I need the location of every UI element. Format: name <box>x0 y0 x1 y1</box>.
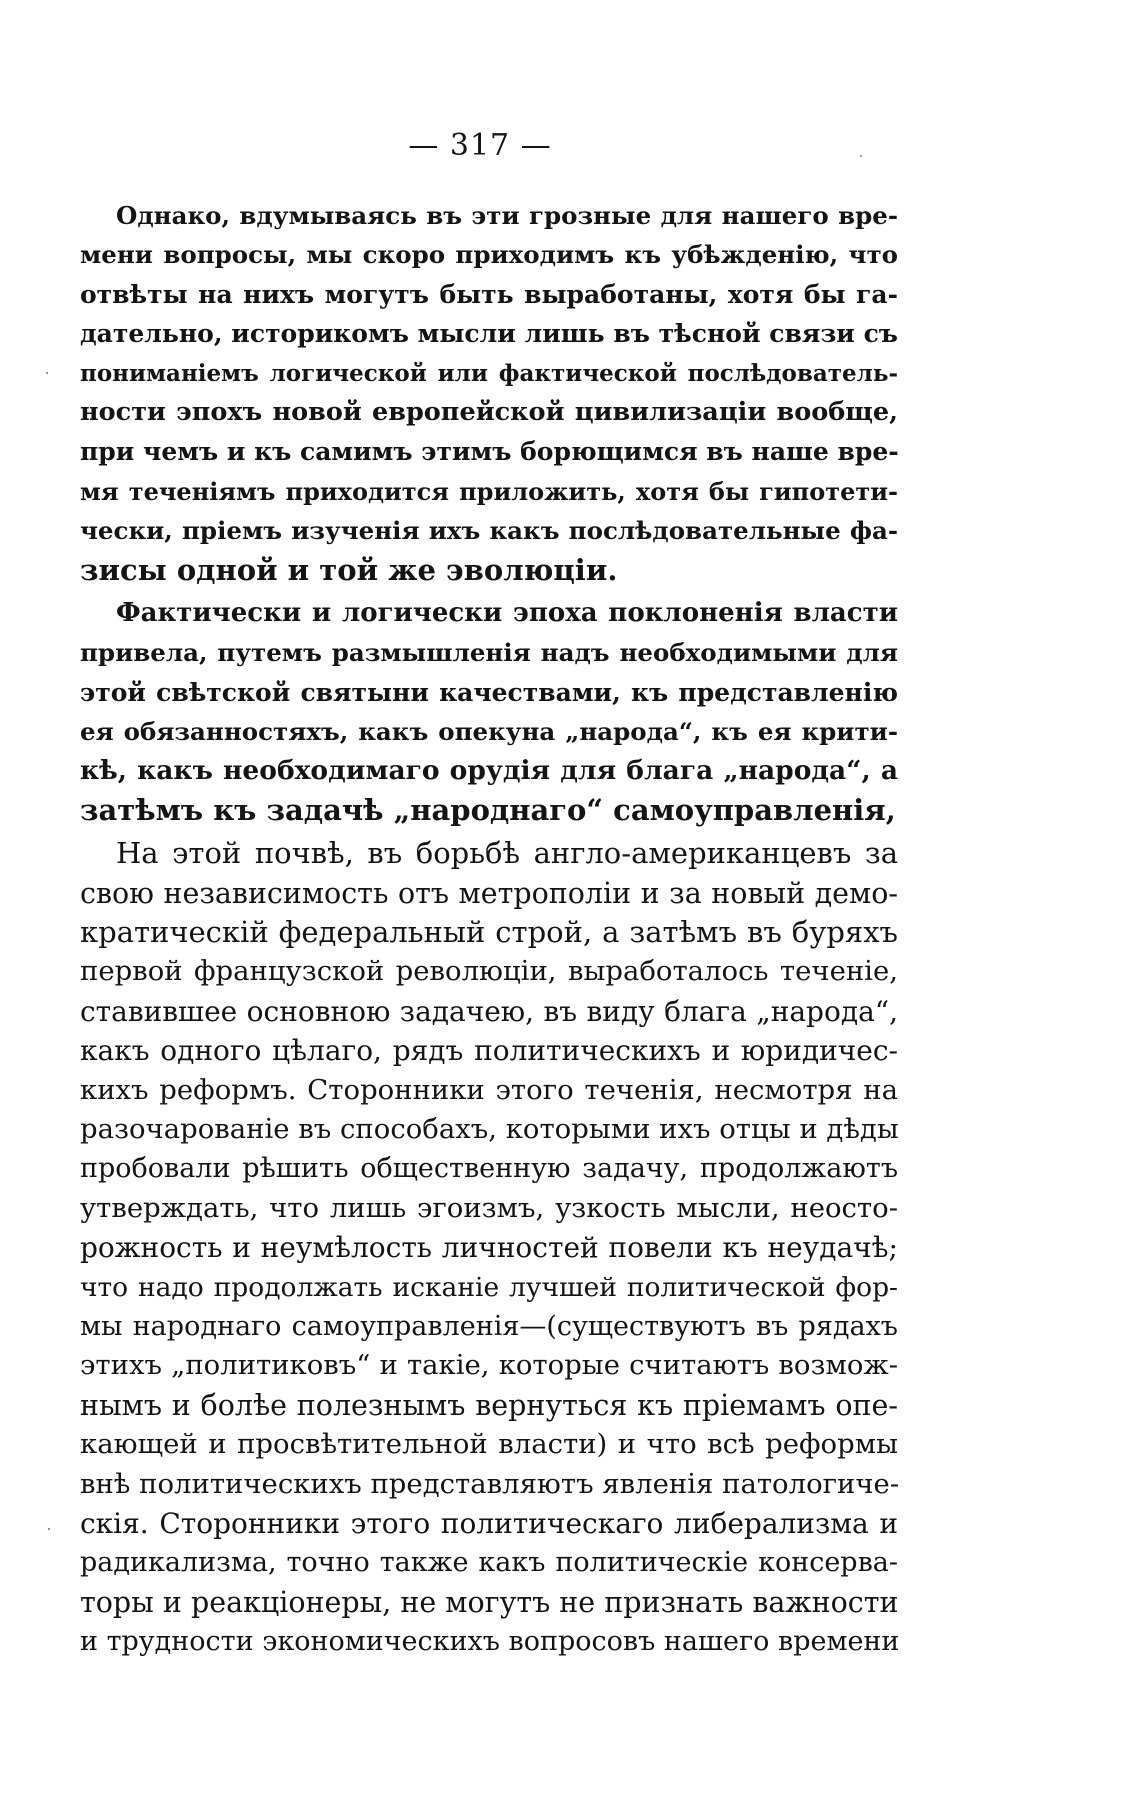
text-line: кающей и просвѣтительной власти) и что всѣ реформы <box>80 1428 898 1461</box>
text-line: разочарованіе въ способахъ, которыми ихъ отцы и дѣды <box>80 1112 899 1145</box>
text-line: На этой почвѣ, въ борьбѣ англо-американцевъ за <box>116 836 898 871</box>
text-line: торы и реакціонеры, не могутъ не признать важности <box>80 1585 899 1619</box>
text-line: рожность и неумѣлость личностей повели къ неудачѣ; <box>80 1231 898 1265</box>
text-line: утверждать, что лишь эгоизмъ, узкость мысли, неосто- <box>80 1191 898 1224</box>
text-line: пониманіемъ логической или фактической послѣдователь- <box>80 359 898 387</box>
text-line: при чемъ и къ самимъ этимъ борющимся въ наше вре- <box>80 437 899 467</box>
scan-speck <box>48 1528 50 1530</box>
text-line: свою независимость отъ метрополіи и за новый демо- <box>80 876 898 910</box>
page-number: — 317 — <box>408 128 552 163</box>
text-line: ставившее основною задачею, въ виду блага „народа“, <box>80 994 898 1028</box>
text-line: дательно, историкомъ мысли лишь въ тѣсной связи съ <box>80 319 898 349</box>
text-line: кихъ реформъ. Сторонники этого теченія, несмотря на <box>80 1073 898 1106</box>
paragraph-2 <box>80 594 898 830</box>
text-line: отвѣты на нихъ могутъ быть выработаны, хотя бы га- <box>80 279 898 309</box>
text-line: радикализма, точно также какъ политическіе консерва- <box>80 1547 898 1579</box>
text-line: этихъ „политиковъ“ и такіе, которые считаютъ возмож- <box>80 1349 898 1382</box>
text-line: внѣ политическихъ представляютъ явленія патологиче- <box>80 1467 900 1500</box>
text-line: что надо продолжать исканіе лучшей политической фор- <box>80 1271 898 1303</box>
scan-speck <box>46 372 48 374</box>
paragraph-1 <box>80 196 898 590</box>
text-line: мени вопросы, мы скоро приходимъ къ убѣжденію, что <box>80 240 898 270</box>
scan-speck <box>860 155 862 157</box>
text-line: зисы одной и той же эволюціи. <box>80 552 618 587</box>
text-line: привела, путемъ размышленія надъ необходимыми для <box>80 638 898 668</box>
text-line: первой французской революціи, выработалось теченіе, <box>80 955 898 988</box>
text-line: какъ одного цѣлаго, рядъ политическихъ и юридичес- <box>80 1034 898 1068</box>
text-line: ея обязанностяхъ, какъ опекуна „народа“, къ ея крити- <box>80 717 898 747</box>
text-line: ности эпохъ новой европейской цивилизаціи вообще, <box>80 396 898 427</box>
body-text <box>80 196 898 1665</box>
text-line: мя теченіямъ приходится приложить, хотя бы гипотети- <box>80 476 898 506</box>
text-line: Фактически и логически эпоха поклоненія власти <box>116 597 898 628</box>
text-line: этой свѣтской святыни качествами, къ представленію <box>80 677 898 707</box>
text-line: нымъ и болѣе полезнымъ вернуться къ пріемамъ опе- <box>80 1388 898 1422</box>
text-line: кратическій федеральный строй, а затѣмъ въ буряхъ <box>80 915 898 950</box>
text-line: кѣ, какъ необходимаго орудія для блага „народа“, а <box>80 755 898 787</box>
text-line: скія. Сторонники этого политическаго либерализма и <box>80 1506 898 1540</box>
paragraph-3 <box>80 834 898 1661</box>
text-line: и трудности экономическихъ вопросовъ нашего времени <box>80 1626 900 1658</box>
text-line: затѣмъ къ задачѣ „народнаго“ самоуправленія, <box>80 792 896 827</box>
text-line: Однако, вдумываясь въ эти грозные для нашего вре- <box>116 201 898 230</box>
text-line: мы народнаго самоуправленія—(существуютъ въ рядахъ <box>80 1310 898 1342</box>
text-line: пробовали рѣшить общественную задачу, продолжаютъ <box>80 1153 898 1185</box>
text-line: чески, пріемъ изученія ихъ какъ послѣдовательные фа- <box>80 516 898 546</box>
